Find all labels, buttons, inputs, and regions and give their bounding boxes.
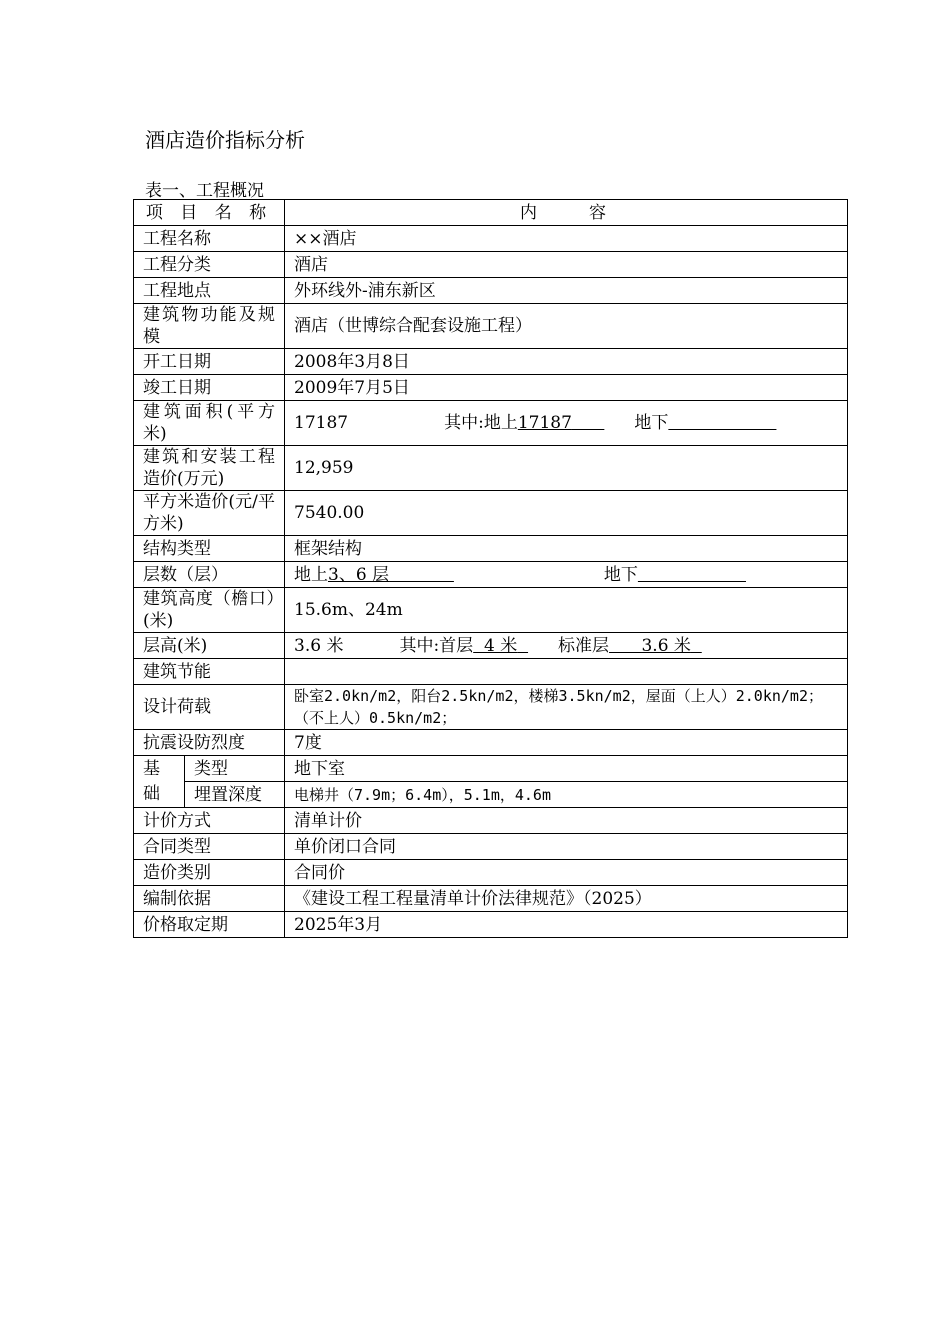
row-value: 单价闭口合同: [285, 834, 848, 860]
row-value: 7度: [285, 730, 848, 756]
row-label: 结构类型: [134, 536, 285, 562]
table-row: [134, 782, 848, 808]
floors-below-label: 地下: [603, 564, 638, 585]
table-row: [134, 401, 848, 446]
row-value: 12,959: [285, 446, 848, 491]
row-label: 工程名称: [134, 226, 285, 252]
row-value: 酒店（世博综合配套设施工程）: [285, 304, 848, 349]
table-row: [134, 860, 848, 886]
row-label: 工程地点: [134, 278, 285, 304]
table-row: [134, 834, 848, 860]
area-above-value: 17187: [517, 413, 572, 433]
table-row: [134, 685, 848, 730]
project-overview-table: [133, 199, 848, 938]
row-label: 层高(米): [134, 633, 285, 659]
row-label: 造价类别: [134, 860, 285, 886]
row-value: ××酒店: [285, 226, 848, 252]
foundation-label-1: 基: [134, 756, 185, 782]
row-value: 7540.00: [285, 491, 848, 536]
area-above-label: 其中:地上: [444, 413, 518, 433]
row-label: 合同类型: [134, 834, 285, 860]
area-below-label: 地下: [634, 413, 669, 433]
table-row: [134, 491, 848, 536]
header-item: 项 目 名 称: [134, 200, 285, 226]
row-value: [285, 562, 848, 588]
table-row: [134, 375, 848, 401]
row-label: 建筑和安装工程造价(万元): [134, 446, 285, 491]
standard-floor-value: 3.6 米: [641, 635, 691, 656]
row-value: 合同价: [285, 860, 848, 886]
row-label: 价格取定期: [134, 912, 285, 938]
floors-above-label: 地上: [294, 564, 328, 585]
foundation-label-2: 础: [134, 782, 185, 808]
table-row: [134, 633, 848, 659]
table-row: [134, 278, 848, 304]
header-content: 内 容: [285, 200, 848, 226]
table-row: [134, 304, 848, 349]
table-row: [134, 912, 848, 938]
foundation-depth-label: 埋置深度: [185, 782, 285, 808]
table-row: [134, 659, 848, 685]
table-row: [134, 808, 848, 834]
row-value: [285, 633, 848, 659]
row-value: 框架结构: [285, 536, 848, 562]
table-row: [134, 536, 848, 562]
table-row: [134, 588, 848, 633]
row-label: 抗震设防烈度: [134, 730, 285, 756]
first-floor-value: 4 米: [484, 635, 518, 656]
floor-height-value: 3.6 米: [294, 635, 344, 656]
row-value: 2008年3月8日: [285, 349, 848, 375]
row-value: 清单计价: [285, 808, 848, 834]
row-label: 建筑高度（檐口）(米): [134, 588, 285, 633]
foundation-type-value: 地下室: [285, 756, 848, 782]
row-value: 15.6m、24m: [285, 588, 848, 633]
table-header-row: [134, 200, 848, 226]
table-caption: 表一、工程概况: [145, 181, 264, 201]
standard-floor-label: 标准层: [558, 635, 610, 656]
foundation-depth-value: 电梯井（7.9m；6.4m），5.1m，4.6m: [285, 782, 848, 808]
row-value: [285, 659, 848, 685]
area-total: 17187: [294, 413, 349, 433]
row-label: 开工日期: [134, 349, 285, 375]
row-label: 建筑面积(平方米): [134, 401, 285, 446]
row-label: 平方米造价(元/平方米): [134, 491, 285, 536]
row-label: 竣工日期: [134, 375, 285, 401]
row-label: 建筑节能: [134, 659, 285, 685]
row-label: 设计荷载: [134, 685, 285, 730]
row-label: 层数（层）: [134, 562, 285, 588]
row-value: 2025年3月: [285, 912, 848, 938]
row-value: 外环线外-浦东新区: [285, 278, 848, 304]
table-row: [134, 349, 848, 375]
table-row: [134, 226, 848, 252]
row-label: 编制依据: [134, 886, 285, 912]
table-row: [134, 446, 848, 491]
table-row: [134, 730, 848, 756]
row-value: 卧室2.0kn/m2，阳台2.5kn/m2，楼梯3.5kn/m2，屋面（上人）2.0kn/m2；（不上人）0.5kn/m2；: [285, 685, 848, 730]
first-floor-label: 其中:首层: [399, 635, 474, 656]
row-label: 计价方式: [134, 808, 285, 834]
foundation-type-label: 类型: [185, 756, 285, 782]
row-value: [285, 401, 848, 446]
table-row: [134, 886, 848, 912]
row-label: 工程分类: [134, 252, 285, 278]
table-row: [134, 562, 848, 588]
row-value: 酒店: [285, 252, 848, 278]
page-title: 酒店造价指标分析: [145, 128, 305, 152]
floors-above-value: 3、6 层: [328, 564, 390, 585]
row-value: 2009年7月5日: [285, 375, 848, 401]
table-row: [134, 252, 848, 278]
row-value: 《建设工程工程量清单计价法律规范》（2025）: [285, 886, 848, 912]
row-label: 建筑物功能及规模: [134, 304, 285, 349]
table-row: [134, 756, 848, 782]
